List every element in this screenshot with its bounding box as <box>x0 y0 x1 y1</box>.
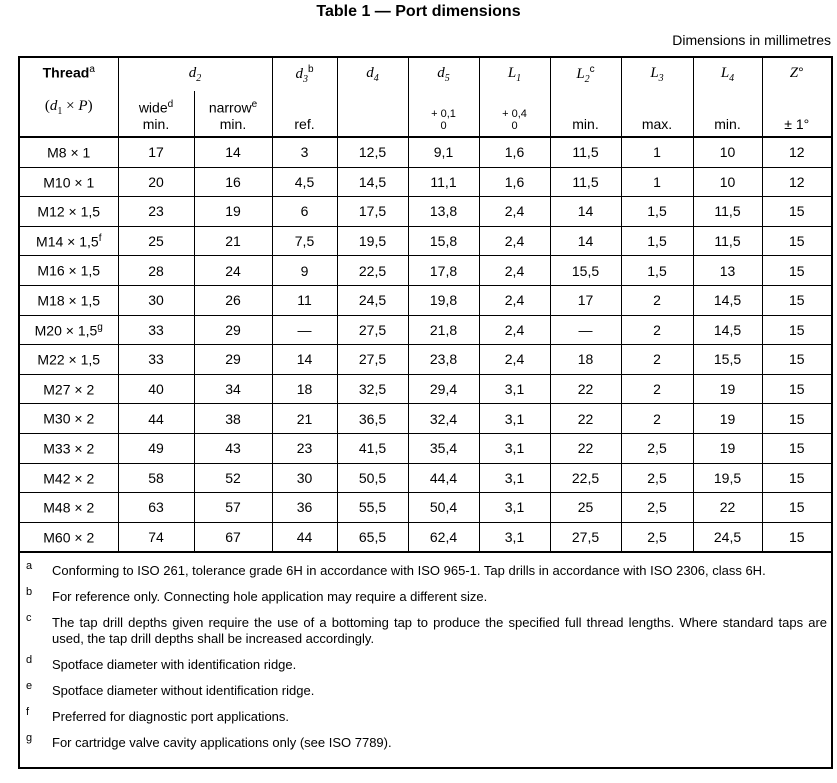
cell-L4: 15,5 <box>693 345 762 375</box>
cell-d4: 27,5 <box>337 345 408 375</box>
footnote <box>26 612 827 647</box>
header-thread-sub: $(d_1 \times P)$ <box>19 91 118 137</box>
thread-cell: M27 × 2 <box>19 374 118 404</box>
cell-L1: 3,1 <box>479 493 550 523</box>
cell-d5: 15,8 <box>408 226 479 256</box>
header-thread: Thread$^a$ <box>19 57 118 91</box>
table-row <box>19 522 832 552</box>
thread-cell: M16 × 1,5 <box>19 256 118 286</box>
cell-L3: 2,5 <box>621 493 693 523</box>
cell-Z: 15 <box>762 197 832 227</box>
table-row <box>19 167 832 197</box>
cell-wide: 63 <box>118 493 194 523</box>
footnote-text: Preferred for diagnostic port applications. <box>52 709 290 725</box>
cell-L2: 17 <box>550 285 621 315</box>
cell-d4: 22,5 <box>337 256 408 286</box>
cell-Z: 15 <box>762 374 832 404</box>
footnote <box>26 586 827 605</box>
footnote-mark: e <box>26 680 33 693</box>
cell-wide: 33 <box>118 345 194 375</box>
footnote <box>26 680 827 699</box>
cell-L4: 19 <box>693 433 762 463</box>
cell-Z: 15 <box>762 226 832 256</box>
thread-cell: M48 × 2 <box>19 493 118 523</box>
cell-L3: 1,5 <box>621 197 693 227</box>
table-row <box>19 433 832 463</box>
cell-narrow: 67 <box>194 522 272 552</box>
cell-narrow: 38 <box>194 404 272 434</box>
cell-d4: 27,5 <box>337 315 408 345</box>
cell-d3: — <box>272 315 337 345</box>
footnote <box>26 654 827 673</box>
footnotes-section <box>19 552 832 768</box>
cell-L4: 22 <box>693 493 762 523</box>
header-row-top <box>19 57 832 91</box>
cell-d5: 17,8 <box>408 256 479 286</box>
cell-d3: 11 <box>272 285 337 315</box>
table-row <box>19 404 832 434</box>
cell-Z: 15 <box>762 493 832 523</box>
footnote-mark: f <box>26 706 30 719</box>
cell-wide: 40 <box>118 374 194 404</box>
cell-d4: 36,5 <box>337 404 408 434</box>
cell-narrow: 43 <box>194 433 272 463</box>
cell-L2: 18 <box>550 345 621 375</box>
cell-L4: 11,5 <box>693 226 762 256</box>
cell-L3: 2 <box>621 285 693 315</box>
cell-narrow: 34 <box>194 374 272 404</box>
footnote-text: The tap drill depths given require the use of a bottoming tap to produce the specified full thread lengths. Where standard taps are used, the tap drill depths shall be increased accordingly. <box>52 615 827 647</box>
cell-d5: 13,8 <box>408 197 479 227</box>
cell-d3: 30 <box>272 463 337 493</box>
footnote-text: Spotface diameter without identification ridge. <box>52 683 315 699</box>
cell-L1: 2,4 <box>479 197 550 227</box>
cell-L1: 2,4 <box>479 345 550 375</box>
table-row <box>19 197 832 227</box>
cell-d3: 23 <box>272 433 337 463</box>
thread-cell: M22 × 1,5 <box>19 345 118 375</box>
cell-wide: 58 <box>118 463 194 493</box>
cell-d3: 6 <box>272 197 337 227</box>
cell-d5: 11,1 <box>408 167 479 197</box>
cell-d3: 14 <box>272 345 337 375</box>
cell-d4: 41,5 <box>337 433 408 463</box>
cell-L3: 2,5 <box>621 433 693 463</box>
cell-d4: 24,5 <box>337 285 408 315</box>
cell-wide: 17 <box>118 137 194 167</box>
cell-L2: 22 <box>550 433 621 463</box>
cell-d4: 50,5 <box>337 463 408 493</box>
thread-cell: M30 × 2 <box>19 404 118 434</box>
thread-cell: M14 × 1,5$^f$ <box>19 226 118 256</box>
cell-narrow: 29 <box>194 345 272 375</box>
d2-symbol: $d_2$ <box>188 65 202 84</box>
footnote-text: For reference only. Connecting hole application may require a different size. <box>52 589 488 605</box>
footnote-text: For cartridge valve cavity applications only (see ISO 7789). <box>52 735 392 751</box>
cell-L1: 3,1 <box>479 433 550 463</box>
cell-L4: 11,5 <box>693 197 762 227</box>
header-d3: $d_3^b$ <box>272 57 337 91</box>
cell-L4: 10 <box>693 167 762 197</box>
footnote-text: Spotface diameter with identification ridge. <box>52 657 297 673</box>
cell-L3: 1,5 <box>621 256 693 286</box>
thread-cell: M33 × 2 <box>19 433 118 463</box>
cell-L4: 10 <box>693 137 762 167</box>
cell-d5: 44,4 <box>408 463 479 493</box>
cell-wide: 74 <box>118 522 194 552</box>
cell-d3: 36 <box>272 493 337 523</box>
cell-narrow: 19 <box>194 197 272 227</box>
cell-L1: 1,6 <box>479 167 550 197</box>
header-L4: $L_4$ <box>693 57 762 91</box>
cell-d3: 44 <box>272 522 337 552</box>
header-d4: $d_4$ <box>337 57 408 91</box>
cell-narrow: 24 <box>194 256 272 286</box>
cell-L1: 3,1 <box>479 463 550 493</box>
cell-narrow: 21 <box>194 226 272 256</box>
cell-L4: 14,5 <box>693 315 762 345</box>
cell-L4: 14,5 <box>693 285 762 315</box>
port-dimensions-table-wrapper <box>18 56 831 769</box>
table-row <box>19 345 832 375</box>
thread-cell: M60 × 2 <box>19 522 118 552</box>
cell-wide: 30 <box>118 285 194 315</box>
cell-L4: 24,5 <box>693 522 762 552</box>
port-dimensions-table <box>18 56 833 769</box>
cell-Z: 15 <box>762 522 832 552</box>
cell-d4: 55,5 <box>337 493 408 523</box>
cell-L1: 2,4 <box>479 226 550 256</box>
table-row <box>19 493 832 523</box>
header-L3-max: max. <box>621 91 693 137</box>
cell-L2: 25 <box>550 493 621 523</box>
header-L1: $L_1$ <box>479 57 550 91</box>
thread-cell: M8 × 1 <box>19 137 118 167</box>
cell-L4: 19 <box>693 404 762 434</box>
cell-L2: 22,5 <box>550 463 621 493</box>
table-row <box>19 285 832 315</box>
cell-d3: 21 <box>272 404 337 434</box>
cell-L2: 22 <box>550 374 621 404</box>
cell-narrow: 16 <box>194 167 272 197</box>
header-L4-min: min. <box>693 91 762 137</box>
cell-L3: 2 <box>621 315 693 345</box>
cell-d4: 32,5 <box>337 374 408 404</box>
cell-d5: 21,8 <box>408 315 479 345</box>
cell-L2: 14 <box>550 197 621 227</box>
table-row <box>19 374 832 404</box>
cell-wide: 44 <box>118 404 194 434</box>
table-row <box>19 463 832 493</box>
cell-d5: 35,4 <box>408 433 479 463</box>
footnote-mark: c <box>26 612 32 625</box>
cell-d4: 65,5 <box>337 522 408 552</box>
cell-L2: 11,5 <box>550 167 621 197</box>
cell-L3: 1 <box>621 137 693 167</box>
footnote-mark: b <box>26 586 33 599</box>
cell-L4: 19 <box>693 374 762 404</box>
cell-d5: 29,4 <box>408 374 479 404</box>
footnote-text: Conforming to ISO 261, tolerance grade 6H in accordance with ISO 965-1. Tap drills in accordance with ISO 2306, class 6H. <box>52 563 766 579</box>
cell-Z: 15 <box>762 285 832 315</box>
cell-Z: 15 <box>762 433 832 463</box>
cell-d5: 62,4 <box>408 522 479 552</box>
header-d5-tolerance: + 0,1 0 <box>408 91 479 137</box>
cell-d3: 7,5 <box>272 226 337 256</box>
cell-wide: 33 <box>118 315 194 345</box>
cell-d4: 12,5 <box>337 137 408 167</box>
footnote-mark: d <box>26 654 33 667</box>
cell-L4: 19,5 <box>693 463 762 493</box>
thread-cell: M18 × 1,5 <box>19 285 118 315</box>
cell-L1: 2,4 <box>479 285 550 315</box>
footnote <box>26 706 827 725</box>
header-Z-tolerance: ± 1° <box>762 91 832 137</box>
cell-narrow: 26 <box>194 285 272 315</box>
header-d5: $d_5$ <box>408 57 479 91</box>
header-d2-narrow: narrow$^e$ min. <box>194 91 272 137</box>
footnote <box>26 732 827 751</box>
table-row <box>19 226 832 256</box>
cell-wide: 49 <box>118 433 194 463</box>
cell-d4: 19,5 <box>337 226 408 256</box>
cell-Z: 15 <box>762 256 832 286</box>
cell-narrow: 14 <box>194 137 272 167</box>
table-row <box>19 315 832 345</box>
cell-wide: 23 <box>118 197 194 227</box>
cell-d5: 19,8 <box>408 285 479 315</box>
dimensions-note: Dimensions in millimetres <box>672 32 831 48</box>
header-row-bottom <box>19 91 832 137</box>
cell-L3: 1,5 <box>621 226 693 256</box>
cell-Z: 12 <box>762 137 832 167</box>
cell-narrow: 52 <box>194 463 272 493</box>
cell-Z: 12 <box>762 167 832 197</box>
cell-L1: 3,1 <box>479 404 550 434</box>
cell-L2: — <box>550 315 621 345</box>
cell-L4: 13 <box>693 256 762 286</box>
header-d4-blank <box>337 91 408 137</box>
cell-d5: 9,1 <box>408 137 479 167</box>
cell-wide: 28 <box>118 256 194 286</box>
cell-d5: 23,8 <box>408 345 479 375</box>
cell-narrow: 57 <box>194 493 272 523</box>
header-d3-ref: ref. <box>272 91 337 137</box>
header-d2-wide: wide$^d$ min. <box>118 91 194 137</box>
thread-cell: M12 × 1,5 <box>19 197 118 227</box>
cell-L3: 2 <box>621 345 693 375</box>
cell-d3: 4,5 <box>272 167 337 197</box>
cell-wide: 25 <box>118 226 194 256</box>
cell-L1: 3,1 <box>479 522 550 552</box>
header-Z: Z° <box>762 57 832 91</box>
cell-L3: 2 <box>621 404 693 434</box>
cell-d4: 17,5 <box>337 197 408 227</box>
cell-L1: 2,4 <box>479 315 550 345</box>
cell-d5: 32,4 <box>408 404 479 434</box>
header-d2 <box>118 57 272 91</box>
thread-cell: M10 × 1 <box>19 167 118 197</box>
cell-L2: 15,5 <box>550 256 621 286</box>
cell-d3: 18 <box>272 374 337 404</box>
cell-Z: 15 <box>762 404 832 434</box>
cell-d4: 14,5 <box>337 167 408 197</box>
footnotes-cell <box>19 552 832 768</box>
footnote-mark: a <box>26 560 33 573</box>
cell-L3: 1 <box>621 167 693 197</box>
thread-cell: M20 × 1,5$^g$ <box>19 315 118 345</box>
cell-d5: 50,4 <box>408 493 479 523</box>
cell-Z: 15 <box>762 345 832 375</box>
cell-d3: 3 <box>272 137 337 167</box>
cell-d3: 9 <box>272 256 337 286</box>
cell-L3: 2 <box>621 374 693 404</box>
cell-L1: 1,6 <box>479 137 550 167</box>
footnote-mark: g <box>26 732 33 745</box>
header-L1-tolerance: + 0,4 0 <box>479 91 550 137</box>
cell-L1: 3,1 <box>479 374 550 404</box>
footnote <box>26 560 827 579</box>
header-L3: $L_3$ <box>621 57 693 91</box>
table-title: Table 1 — Port dimensions <box>316 3 521 20</box>
cell-L2: 14 <box>550 226 621 256</box>
cell-L3: 2,5 <box>621 463 693 493</box>
cell-L2: 27,5 <box>550 522 621 552</box>
table-row <box>19 137 832 167</box>
header-L2-min: min. <box>550 91 621 137</box>
cell-L3: 2,5 <box>621 522 693 552</box>
cell-L1: 2,4 <box>479 256 550 286</box>
cell-wide: 20 <box>118 167 194 197</box>
cell-L2: 11,5 <box>550 137 621 167</box>
header-L2: $L_2^c$ <box>550 57 621 91</box>
thread-cell: M42 × 2 <box>19 463 118 493</box>
cell-Z: 15 <box>762 315 832 345</box>
cell-Z: 15 <box>762 463 832 493</box>
table-row <box>19 256 832 286</box>
cell-L2: 22 <box>550 404 621 434</box>
table-body <box>19 137 832 552</box>
cell-narrow: 29 <box>194 315 272 345</box>
